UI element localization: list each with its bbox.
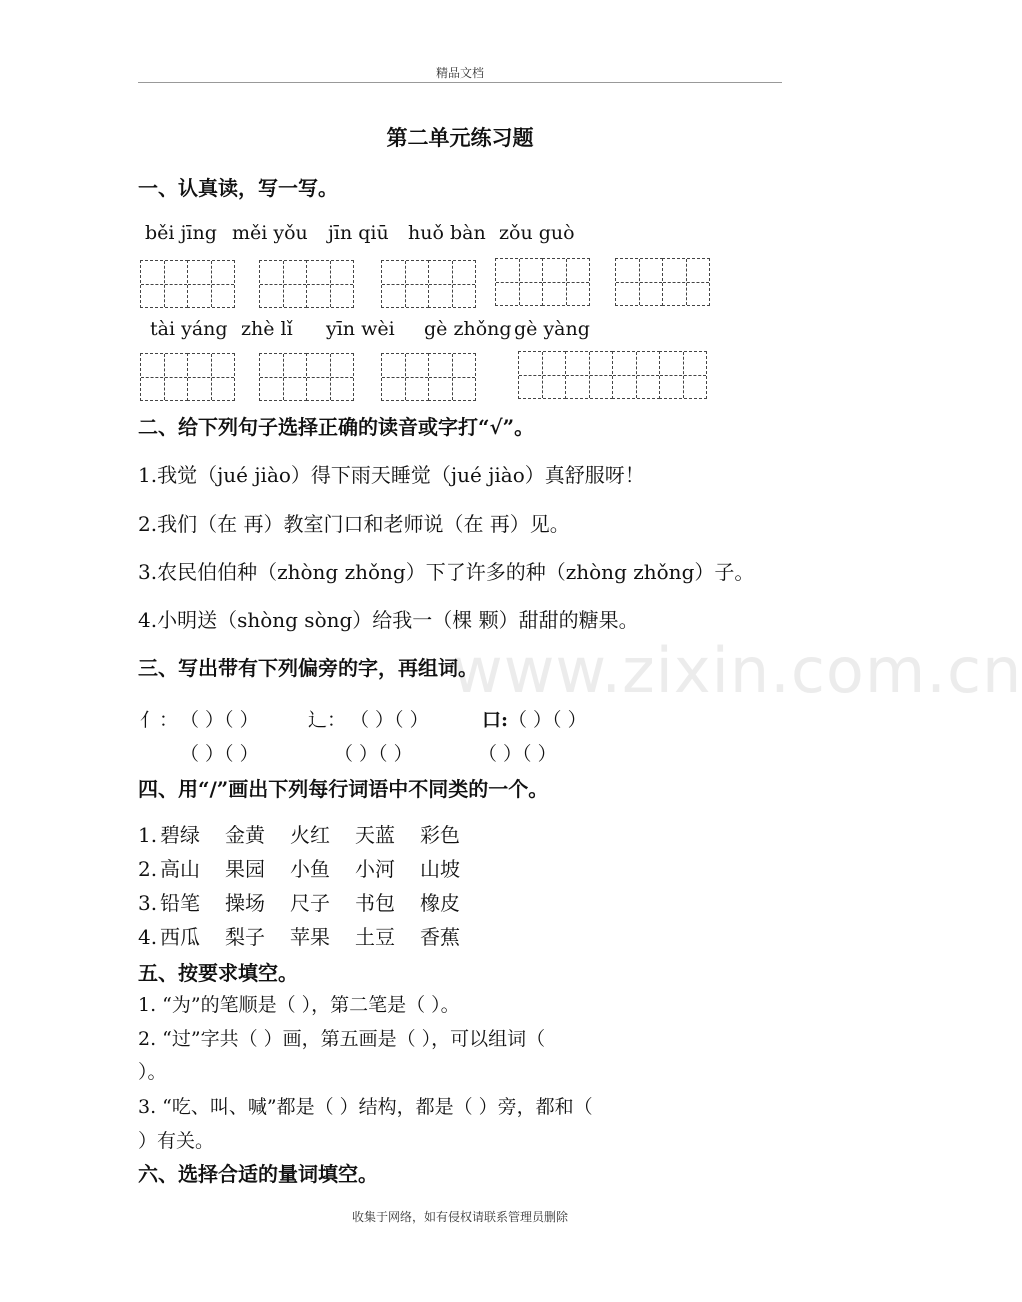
- word[interactable]: 铅笔: [160, 891, 200, 915]
- page-footer: 收集于网络，如有侵权请联系管理员删除: [351, 1210, 568, 1224]
- word-row: [138, 887, 485, 916]
- word[interactable]: 火红: [290, 823, 330, 847]
- word[interactable]: 碧绿: [160, 823, 200, 847]
- writing-grid[interactable]: [140, 353, 234, 401]
- sentence-item: 2.我们（在 再）教室门口和老师说（在 再）见。: [138, 512, 570, 536]
- word[interactable]: 橡皮: [420, 891, 460, 915]
- sentence-item: 3.农民伯伯种（zhòng zhǒng）下了许多的种（zhòng zhǒng）子。: [138, 560, 755, 584]
- pinyin: gè yàng: [514, 318, 590, 340]
- word[interactable]: 书包: [355, 891, 395, 915]
- pinyin: tài yáng: [150, 318, 228, 340]
- section6-heading: 六、选择合适的量词填空。: [138, 1162, 378, 1186]
- answer-blank[interactable]: （ ）（ ）: [478, 743, 557, 765]
- word[interactable]: 香蕉: [420, 925, 460, 949]
- writing-grid[interactable]: [140, 260, 234, 308]
- word[interactable]: 土豆: [355, 925, 395, 949]
- word[interactable]: 金黄: [225, 823, 265, 847]
- answer-blank[interactable]: （ ）（ ）: [180, 709, 259, 731]
- radical-label: 辶：: [308, 709, 347, 731]
- word[interactable]: 小鱼: [290, 857, 330, 881]
- fill-item: 2. “过”字共（ ）画，第五画是（ ），可以组词（: [138, 1028, 546, 1050]
- section3-heading: 三、写出带有下列偏旁的字，再组词。: [138, 656, 478, 680]
- page-header: 精品文档: [435, 66, 484, 80]
- fill-item: ）有关。: [138, 1130, 215, 1152]
- radical-label: 亻：: [140, 709, 179, 731]
- pinyin: jīn qiū: [328, 222, 389, 244]
- word[interactable]: 操场: [225, 891, 265, 915]
- section5-heading: 五、按要求填空。: [138, 961, 298, 985]
- fill-item: 1. “为”的笔顺是（ ），第二笔是（ ）。: [138, 994, 460, 1016]
- word-row: [138, 853, 485, 882]
- word-row: [138, 819, 485, 848]
- answer-blank[interactable]: （ ）（ ）: [334, 743, 413, 765]
- row-number: 1.: [138, 823, 158, 847]
- word[interactable]: 果园: [225, 857, 265, 881]
- writing-grid[interactable]: [259, 260, 353, 308]
- row-number: 3.: [138, 891, 158, 915]
- word-row: [138, 921, 485, 950]
- word[interactable]: 西瓜: [160, 925, 200, 949]
- answer-blank[interactable]: （ ）（ ）: [350, 709, 429, 731]
- writing-grid[interactable]: [381, 260, 475, 308]
- word[interactable]: 高山: [160, 857, 200, 881]
- radical-label: 口:: [482, 709, 509, 731]
- fill-item: 3. “吃、叫、喊”都是（ ）结构，都是（ ）旁，都和（: [138, 1096, 593, 1118]
- writing-grid[interactable]: [495, 258, 589, 306]
- writing-grid[interactable]: [615, 258, 709, 306]
- writing-grid[interactable]: [518, 351, 706, 399]
- row-number: 2.: [138, 857, 158, 881]
- pinyin: měi yǒu: [232, 222, 308, 244]
- pinyin: zǒu guò: [499, 222, 575, 244]
- answer-blank[interactable]: （ ）（ ）: [180, 743, 259, 765]
- pinyin: zhè lǐ: [241, 318, 293, 340]
- writing-grid[interactable]: [259, 353, 353, 401]
- pinyin: huǒ bàn: [408, 222, 486, 244]
- watermark: www.zixin.com.cn: [452, 634, 1022, 707]
- section4-heading: 四、用“/”画出下列每行词语中不同类的一个。: [138, 777, 549, 801]
- word[interactable]: 尺子: [290, 891, 330, 915]
- pinyin: gè zhǒng: [424, 318, 512, 340]
- section1-heading: 一、认真读，写一写。: [138, 176, 338, 200]
- writing-grid[interactable]: [381, 353, 475, 401]
- pinyin: yīn wèi: [326, 318, 395, 340]
- word[interactable]: 山坡: [420, 857, 460, 881]
- sentence-item: 1.我觉（jué jiào）得下雨天睡觉（jué jiào）真舒服呀！: [138, 463, 645, 487]
- page-title: 第二单元练习题: [386, 125, 534, 150]
- fill-item: ）。: [138, 1061, 167, 1083]
- row-number: 4.: [138, 925, 158, 949]
- pinyin: běi jīng: [145, 222, 217, 244]
- answer-blank[interactable]: （ ）（ ）: [508, 709, 587, 731]
- header-rule: [138, 82, 782, 83]
- word[interactable]: 彩色: [420, 823, 460, 847]
- section2-heading: 二、给下列句子选择正确的读音或字打“√”。: [138, 415, 535, 439]
- word[interactable]: 苹果: [290, 925, 330, 949]
- word[interactable]: 天蓝: [355, 823, 395, 847]
- word[interactable]: 梨子: [225, 925, 265, 949]
- sentence-item: 4.小明送（shòng sòng）给我一（棵 颗）甜甜的糖果。: [138, 608, 639, 632]
- word[interactable]: 小河: [355, 857, 395, 881]
